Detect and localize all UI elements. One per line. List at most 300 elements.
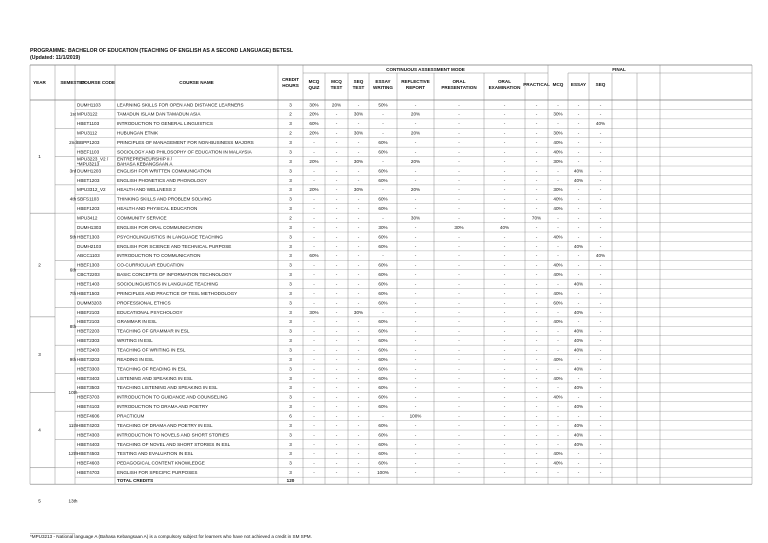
assessment-cell: 30% (353, 130, 364, 136)
assessment-cell: - (503, 158, 506, 164)
assessment-cell: - (577, 262, 580, 268)
course-name: HEALTH AND PHYSICAL EDUCATION (117, 206, 198, 212)
semester-label: 12th (68, 451, 78, 457)
assessment-cell: 60% (378, 290, 388, 296)
assessment-cell: - (599, 187, 602, 193)
course-code: HBET4403 (77, 441, 100, 447)
assessment-cell: - (414, 375, 417, 381)
assessment-cell: - (414, 338, 417, 344)
assessment-cell: - (535, 356, 538, 362)
course-code: MPU3122 (77, 111, 98, 117)
assessment-cell: 60% (378, 460, 388, 466)
assessment-cell: - (535, 300, 538, 306)
assessment-cell: - (458, 385, 460, 391)
assessment-cell: - (357, 168, 360, 174)
assessment-cell: - (577, 470, 580, 476)
assessment-cell: - (357, 215, 360, 221)
course-code: MPU3312_V2 (77, 187, 106, 193)
year-label: 3 (38, 352, 41, 358)
assessment-cell: - (535, 441, 538, 447)
semester-label: 11th (68, 422, 78, 428)
assessment-cell: 60% (378, 432, 388, 438)
assessment-cell: 20% (331, 102, 342, 108)
assessment-cell: - (535, 394, 538, 400)
assessment-cell: - (357, 451, 360, 457)
credit-hours-cell: 3 (289, 234, 292, 240)
assessment-cell: - (357, 356, 360, 362)
course-code: HBET4303 (77, 432, 100, 438)
assessment-cell: - (414, 347, 417, 353)
assessment-cell: - (535, 338, 538, 344)
semester-label: 3rd (69, 168, 77, 174)
assessment-cell: - (535, 187, 538, 193)
assessment-cell: - (458, 177, 460, 183)
assessment-cell: - (382, 253, 384, 259)
assessment-cell: - (503, 253, 506, 259)
assessment-cell: - (414, 441, 417, 447)
assessment-cell: - (414, 196, 417, 202)
course-code: MPU3412 (77, 215, 98, 221)
assessment-cell: - (458, 111, 460, 117)
assessment-cell: - (535, 319, 538, 325)
assessment-cell: 60% (378, 441, 388, 447)
assessment-cell: 60% (553, 300, 563, 306)
assessment-cell: 20% (410, 130, 421, 136)
assessment-cell: - (335, 121, 338, 127)
assessment-cell: - (313, 460, 315, 466)
assessment-cell: 60% (309, 121, 319, 127)
assessment-cell: - (503, 375, 506, 381)
course-name: PSYCHOLINGUISTICS IN LANGUAGE TEACHING (117, 234, 223, 240)
assessment-cell: - (577, 224, 580, 230)
header-col-mcq: MCQ (552, 82, 564, 87)
assessment-cell: - (382, 413, 384, 419)
course-code: HBEF4606 (77, 413, 100, 419)
assessment-cell: - (599, 385, 602, 391)
assessment-cell: - (414, 234, 417, 240)
assessment-cell: 40% (553, 234, 563, 240)
course-code: MPU3223_V2 / (77, 156, 109, 162)
course-code: HBET1303 (77, 234, 100, 240)
assessment-cell: - (535, 140, 538, 146)
course-name: BAHASA KEBANGSAAN A (117, 161, 173, 167)
assessment-cell: - (357, 253, 360, 259)
assessment-cell: - (557, 328, 559, 334)
assessment-cell: - (335, 224, 338, 230)
assessment-cell: 60% (378, 196, 388, 202)
assessment-cell: - (535, 385, 538, 391)
course-name: TEACHING OF WRITING IN ESL (117, 347, 186, 353)
assessment-cell: - (335, 281, 338, 287)
assessment-cell: - (313, 234, 315, 240)
assessment-cell: - (577, 111, 580, 117)
assessment-cell: - (577, 196, 580, 202)
assessment-cell: - (335, 272, 338, 278)
assessment-cell: - (535, 149, 538, 155)
assessment-cell: - (535, 111, 538, 117)
credit-hours-cell: 3 (289, 168, 292, 174)
assessment-cell: - (599, 394, 602, 400)
course-code: HBET1403 (77, 281, 100, 287)
course-name: HEALTH AND WELLNESS 2 (117, 187, 176, 193)
assessment-cell: 60% (378, 422, 388, 428)
assessment-cell: - (577, 300, 580, 306)
assessment-cell: 60% (378, 168, 388, 174)
assessment-cell: - (313, 366, 315, 372)
course-name: TEACHING OF NOVEL AND SHORT STORIES IN ESL (117, 441, 231, 447)
assessment-cell: - (313, 290, 315, 296)
assessment-cell: - (357, 328, 360, 334)
assessment-cell: 40% (573, 385, 584, 391)
course-name: CO-CURRICULAR EDUCATION (117, 262, 184, 268)
assessment-cell: - (577, 272, 580, 278)
course-name: SOCIOLOGY AND PHILOSOPHY OF EDUCATION IN MALAYSIA (117, 149, 252, 155)
assessment-cell: - (414, 394, 417, 400)
header-course-name: COURSE NAME (179, 80, 214, 85)
assessment-cell: 30% (378, 224, 388, 230)
assessment-cell: - (313, 356, 315, 362)
updated-date: (Updated: 11/1/2019) (30, 55, 81, 61)
assessment-cell: - (414, 224, 417, 230)
assessment-cell: - (503, 290, 506, 296)
assessment-cell: - (503, 243, 506, 249)
assessment-cell: - (335, 187, 338, 193)
assessment-cell: - (414, 385, 417, 391)
assessment-cell: 20% (410, 187, 421, 193)
course-code: HBET4103 (77, 404, 100, 410)
assessment-cell: - (414, 451, 417, 457)
course-name: TEACHING OF READING IN ESL (117, 366, 187, 372)
assessment-cell: - (458, 206, 460, 212)
assessment-cell: - (313, 215, 315, 221)
course-name: INTRODUCTION TO GENERAL LINGUISTICS (117, 121, 213, 127)
assessment-cell: - (414, 102, 417, 108)
assessment-cell: - (313, 441, 315, 447)
assessment-cell: - (458, 413, 460, 419)
course-code: DUMH1203 (77, 168, 101, 174)
credit-hours-cell: 3 (289, 177, 292, 183)
course-code: BBPP1203 (77, 140, 100, 146)
assessment-cell: - (577, 253, 580, 259)
course-name: ENGLISH FOR SCIENCE AND TECHNICAL PURPOSE (117, 243, 232, 249)
assessment-cell: - (599, 177, 602, 183)
assessment-cell: - (535, 177, 538, 183)
assessment-cell: - (577, 290, 580, 296)
credit-hours-cell: 3 (289, 243, 292, 249)
assessment-cell: - (357, 102, 360, 108)
assessment-cell: - (577, 319, 580, 325)
assessment-cell: - (458, 121, 460, 127)
assessment-cell: - (335, 215, 338, 221)
assessment-cell: - (503, 281, 506, 287)
assessment-cell: 40% (573, 404, 584, 410)
assessment-cell: - (357, 441, 360, 447)
assessment-cell: - (599, 196, 602, 202)
assessment-cell: 60% (378, 347, 388, 353)
course-code: HBET1103 (77, 121, 100, 127)
assessment-cell: - (503, 347, 506, 353)
header-col-essay-writing-2: WRITING (373, 85, 393, 90)
assessment-cell: - (382, 309, 384, 315)
course-name: WRITING IN ESL (117, 338, 153, 344)
assessment-cell: 30% (410, 215, 421, 221)
assessment-cell: 40% (553, 272, 563, 278)
assessment-cell: - (535, 234, 538, 240)
credit-hours-cell: 3 (289, 121, 292, 127)
credit-hours-cell: 3 (289, 404, 292, 410)
course-name: LEARNING SKILLS FOR OPEN AND DISTANCE LEARNERS (117, 102, 244, 108)
assessment-cell: - (503, 404, 506, 410)
course-name: INTRODUCTION TO COMMUNICATION (117, 253, 201, 259)
assessment-cell: - (577, 158, 580, 164)
assessment-cell: 30% (309, 102, 319, 108)
assessment-cell: - (503, 366, 506, 372)
assessment-cell: 40% (553, 451, 563, 457)
course-name: ENGLISH PHONETICS AND PHONOLOGY (117, 177, 207, 183)
header-continuous-assessment: CONTINUOUS ASSESSMENT MODE (386, 67, 465, 72)
assessment-cell: - (313, 319, 315, 325)
total-credits-value: 120 (286, 478, 295, 484)
course-code: DUMH2103 (77, 243, 101, 249)
assessment-cell: 60% (378, 272, 388, 278)
assessment-cell: - (458, 187, 460, 193)
credit-hours-cell: 3 (289, 140, 292, 146)
assessment-cell: - (458, 470, 460, 476)
assessment-cell: - (357, 470, 360, 476)
assessment-cell: - (503, 187, 506, 193)
assessment-cell: - (357, 422, 360, 428)
credit-hours-cell: 3 (289, 328, 292, 334)
assessment-cell: - (313, 470, 315, 476)
course-code: HBEF3703 (77, 394, 100, 400)
assessment-cell: - (414, 272, 417, 278)
assessment-cell: 40% (553, 319, 563, 325)
assessment-cell: - (503, 451, 506, 457)
assessment-cell: - (414, 121, 417, 127)
course-code: HBEF2103 (77, 309, 100, 315)
assessment-cell: - (557, 215, 559, 221)
assessment-cell: - (535, 281, 538, 287)
assessment-cell: 60% (378, 375, 388, 381)
assessment-cell: - (599, 328, 602, 334)
assessment-cell: - (557, 413, 559, 419)
assessment-cell: 20% (309, 158, 319, 164)
assessment-cell: 40% (573, 432, 584, 438)
course-code: HBET1203 (77, 177, 100, 183)
credit-hours-cell: 3 (289, 149, 292, 155)
assessment-cell: - (503, 309, 506, 315)
assessment-cell: 40% (573, 309, 584, 315)
assessment-cell: - (535, 470, 538, 476)
assessment-cell: 60% (378, 394, 388, 400)
assessment-cell: - (535, 168, 538, 174)
course-name: ENTREPRENEURSHIP II / (117, 156, 173, 162)
course-name: COMMUNITY SERVICE (117, 215, 167, 221)
assessment-cell: - (335, 460, 338, 466)
header-col-oral-presentation: ORAL (452, 79, 466, 84)
year-label: 2 (38, 262, 41, 268)
assessment-cell: - (458, 262, 460, 268)
assessment-cell: 60% (378, 404, 388, 410)
assessment-cell: - (335, 347, 338, 353)
assessment-cell: 60% (378, 281, 388, 287)
assessment-cell: - (535, 206, 538, 212)
assessment-cell: - (577, 394, 580, 400)
assessment-cell: 60% (378, 300, 388, 306)
footnote: *MPU3213 - National language A (Bahasa Kebangsaan A) is a compulsory subject for learners who have not achieved a credit in SM SPM. (30, 534, 312, 539)
assessment-cell: - (535, 309, 538, 315)
assessment-cell: - (335, 158, 338, 164)
assessment-cell: - (335, 413, 338, 419)
assessment-cell: 20% (309, 130, 319, 136)
assessment-cell: - (599, 404, 602, 410)
course-code: HBEF1203 (77, 206, 100, 212)
assessment-cell: - (313, 413, 315, 419)
assessment-cell: - (535, 262, 538, 268)
course-code: HBET3503 (77, 385, 100, 391)
assessment-cell: - (414, 262, 417, 268)
assessment-cell: - (414, 168, 417, 174)
assessment-cell: - (458, 215, 460, 221)
course-name: LISTENING AND SPEAKING IN ESL (117, 375, 193, 381)
assessment-cell: - (599, 243, 602, 249)
assessment-cell: - (414, 366, 417, 372)
assessment-cell: - (535, 253, 538, 259)
assessment-cell: - (335, 130, 338, 136)
assessment-cell: - (414, 422, 417, 428)
assessment-cell: 30% (353, 158, 364, 164)
assessment-cell: - (577, 140, 580, 146)
credit-hours-cell: 3 (289, 281, 292, 287)
credit-hours-cell: 3 (289, 385, 292, 391)
assessment-cell: - (313, 168, 315, 174)
assessment-cell: - (357, 206, 360, 212)
assessment-cell: - (357, 177, 360, 183)
assessment-cell: - (503, 262, 506, 268)
assessment-cell: - (414, 281, 417, 287)
assessment-cell: - (458, 394, 460, 400)
assessment-cell: - (535, 451, 538, 457)
assessment-cell: - (357, 281, 360, 287)
assessment-cell: - (503, 111, 506, 117)
assessment-cell: - (599, 441, 602, 447)
assessment-cell: - (313, 224, 315, 230)
assessment-cell: - (357, 404, 360, 410)
assessment-cell: - (335, 451, 338, 457)
assessment-cell: - (313, 243, 315, 249)
assessment-cell: - (503, 234, 506, 240)
assessment-cell: - (503, 470, 506, 476)
assessment-cell: 40% (553, 196, 563, 202)
course-name: TEACHING LISTENING AND SPEAKING IN ESL (117, 385, 218, 391)
assessment-cell: - (577, 451, 580, 457)
assessment-cell: - (535, 158, 538, 164)
assessment-cell: - (599, 338, 602, 344)
assessment-cell: 60% (378, 243, 388, 249)
assessment-cell: 60% (378, 177, 388, 183)
course-code: HBET2203 (77, 328, 100, 334)
course-name: PRACTICUM (117, 413, 145, 419)
header-course-code: COURSE CODE (80, 80, 116, 85)
assessment-cell: - (535, 121, 538, 127)
assessment-cell: - (357, 243, 360, 249)
assessment-cell: - (414, 460, 417, 466)
assessment-cell: - (458, 328, 460, 334)
assessment-cell: - (557, 422, 559, 428)
course-name: INTRODUCTION TO GUIDANCE AND COUNSELING (117, 394, 228, 400)
assessment-cell: - (535, 102, 538, 108)
assessment-cell: - (335, 206, 338, 212)
assessment-cell: - (357, 413, 360, 419)
assessment-cell: - (335, 375, 338, 381)
assessment-cell: 40% (553, 394, 563, 400)
assessment-cell: - (357, 121, 360, 127)
total-credits-label: TOTAL CREDITS (117, 478, 154, 484)
programme-title: PROGRAMME: BACHELOR OF EDUCATION (TEACHING OF ENGLISH AS A SECOND LANGUAGE) BETESL (30, 48, 294, 54)
assessment-cell: - (414, 243, 417, 249)
credit-hours-cell: 3 (289, 394, 292, 400)
credit-hours-cell: 3 (289, 300, 292, 306)
semester-label: 2nd (69, 140, 77, 146)
assessment-cell: - (503, 272, 506, 278)
assessment-cell: 100% (409, 413, 422, 419)
assessment-cell: - (458, 441, 460, 447)
course-code: CBCT2203 (77, 272, 100, 278)
course-name: INTRODUCTION TO NOVELS AND SHORT STORIES (117, 432, 229, 438)
assessment-cell: - (599, 460, 602, 466)
assessment-cell: - (335, 309, 338, 315)
assessment-cell: - (577, 215, 580, 221)
assessment-cell: - (414, 470, 417, 476)
assessment-cell: - (535, 130, 538, 136)
assessment-cell: - (335, 394, 338, 400)
assessment-cell: - (577, 460, 580, 466)
assessment-cell: - (458, 404, 460, 410)
assessment-cell: - (503, 432, 506, 438)
assessment-cell: 30% (309, 309, 319, 315)
assessment-cell: - (557, 224, 559, 230)
course-name: HUBUNGAN ETNIK (117, 130, 159, 136)
assessment-cell: 40% (499, 224, 510, 230)
course-name: THINKING SKILLS AND PROBLEM SOLVING (117, 196, 212, 202)
credit-hours-cell: 2 (289, 130, 292, 136)
assessment-cell: - (557, 281, 559, 287)
assessment-cell: - (557, 338, 559, 344)
assessment-cell: - (414, 149, 417, 155)
credit-hours-cell: 3 (289, 460, 292, 466)
course-name: TEACHING OF DRAMA AND POETRY IN ESL (117, 422, 213, 428)
assessment-cell: - (503, 328, 506, 334)
assessment-cell: 60% (378, 262, 388, 268)
assessment-cell: 40% (573, 347, 584, 353)
assessment-cell: - (599, 347, 602, 353)
assessment-cell: - (599, 470, 602, 476)
assessment-cell: - (535, 243, 538, 249)
assessment-cell: - (557, 470, 559, 476)
assessment-cell: - (535, 196, 538, 202)
assessment-cell: 20% (410, 111, 421, 117)
credit-hours-cell: 3 (289, 187, 292, 193)
assessment-cell: - (313, 347, 315, 353)
assessment-cell: - (557, 102, 559, 108)
assessment-cell: 40% (595, 121, 606, 127)
assessment-cell: 60% (378, 206, 388, 212)
assessment-cell: 40% (553, 140, 563, 146)
course-name: GRAMMAR IN ESL (117, 319, 157, 325)
assessment-cell: - (535, 422, 538, 428)
header-col-seq-test-2: TEST (352, 85, 365, 90)
assessment-cell: - (458, 253, 460, 259)
